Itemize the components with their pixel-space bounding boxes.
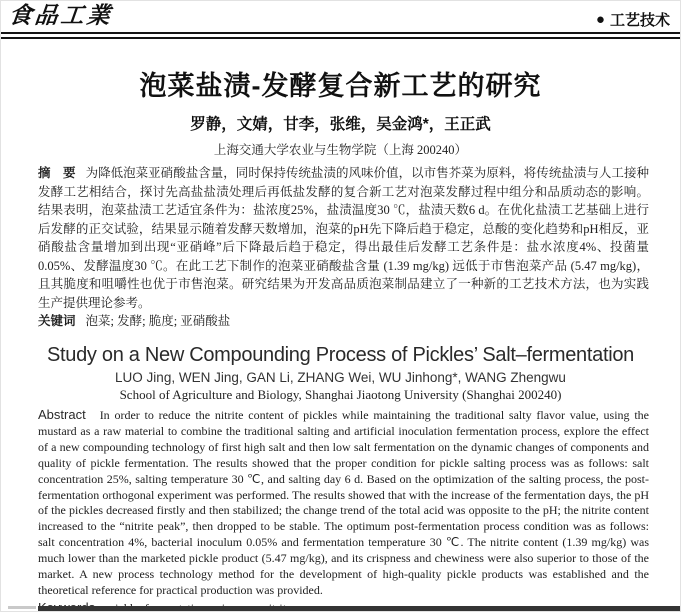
bottom-rule-left-fragment xyxy=(8,606,36,609)
english-title: Study on a New Compounding Process of Pickles’ Salt–fermentation xyxy=(46,344,635,366)
chinese-authors: 罗静，文婧，甘李，张维，吴金鸿*，王正武 xyxy=(190,116,491,133)
english-affiliation: School of Agriculture and Biology, Shanghai Jiaotong University (Shanghai 200240) xyxy=(119,387,562,402)
chinese-title: 泡菜盐渍-发酵复合新工艺的研究 xyxy=(139,71,542,101)
chinese-keywords-label: 关键词 xyxy=(38,314,76,328)
header-rule-top xyxy=(1,32,680,34)
english-authors: LUO Jing, WEN Jing, GAN Li, ZHANG Wei, WU Jinhong*, WANG Zhengwu xyxy=(115,370,566,385)
section-bullet-icon: ● xyxy=(595,11,605,28)
english-abstract-label: Abstract xyxy=(38,407,86,422)
section-label: 工艺技术 xyxy=(609,12,670,29)
chinese-keywords xyxy=(38,312,649,331)
header-rule-bottom xyxy=(1,37,680,39)
chinese-affiliation: 上海交通大学农业与生物学院（上海 200240） xyxy=(213,143,468,157)
chinese-abstract xyxy=(38,164,649,312)
chinese-keywords-text: 泡菜; 发酵; 脆度; 亚硝酸盐 xyxy=(85,314,231,328)
english-abstract-text: In order to reduce the nitrite content of pickles while maintaining the traditional salty flavor value, using the mustard as a raw material to combine the traditional salting and artificial inoculation fermentation process, explore the effect of a new compounding technology of first high salt and then low salt fermentation on the dynamic changes of components and quality of pickle fermentation. The results showed that the proper condition for pickle salting process was as follows: salt concentration 25%, salting temperature 30 ℃, and salting day 6 d. Based on the optimization of the salting process, the post-fermentation orthogonal experiment was performed. The results showed that with the increase of the fermentation days, the pH of the pickles decreased firstly and then stabilized; the change trend of the total acid was opposite to the pH; the nitrite content increased to the “nitrite peak”, then dropped to be stable. The optimum post-fermentation process condition was as follows: salt concentration 4%, bacterial inoculum 0.05% and fermentation temperature 30 ℃. The nitrite content (1.39 mg/kg) was much lower than the marketed pickle product (5.47 mg/kg), and its crispness and chewiness were also superior to those of the market. A new process technology method for the development of high-quality pickle products was established and the theoretical reference for practical production was provided. xyxy=(38,408,649,597)
bottom-rule xyxy=(38,606,680,611)
journal-logo: 食品工業 xyxy=(7,2,115,29)
chinese-abstract-label: 摘 要 xyxy=(38,166,76,180)
chinese-abstract-text: 为降低泡菜亚硝酸盐含量，同时保持传统盐渍的风味价值，以市售芥菜为原料，将传统盐渍与人工接种发酵工艺相结合，探讨先高盐盐渍处理后再低盐发酵的复合新工艺对泡菜发酵过程中组分和品质动态的影响。结果表明，泡菜盐渍工艺适宜条件为：盐浓度25%，盐渍温度30 ℃，盐渍天数6 d。在优化盐渍工艺基础上进行后发酵的正交试验，结果显示随着发酵天数增加，泡菜的pH先下降后趋于稳定，总酸的变化趋势和pH相反，亚硝酸盐含量增加到出现“亚硝峰”后下降最后趋于稳定，得出最佳后发酵工艺条件是：盐水浓度4%、投菌量0.05%、发酵温度30 ℃。在此工艺下制作的泡菜亚硝酸盐含量 (1.39 mg/kg) 远低于市售泡菜产品 (5.47 mg/kg)，且其脆度和咀嚼性也优于市售泡菜。研究结果为开发高品质泡菜制品建立了一种新的工艺技术方法，也为实践生产提供理论参考。 xyxy=(38,166,649,310)
journal-header xyxy=(1,1,680,30)
section-header xyxy=(596,9,670,30)
english-abstract xyxy=(38,407,649,599)
